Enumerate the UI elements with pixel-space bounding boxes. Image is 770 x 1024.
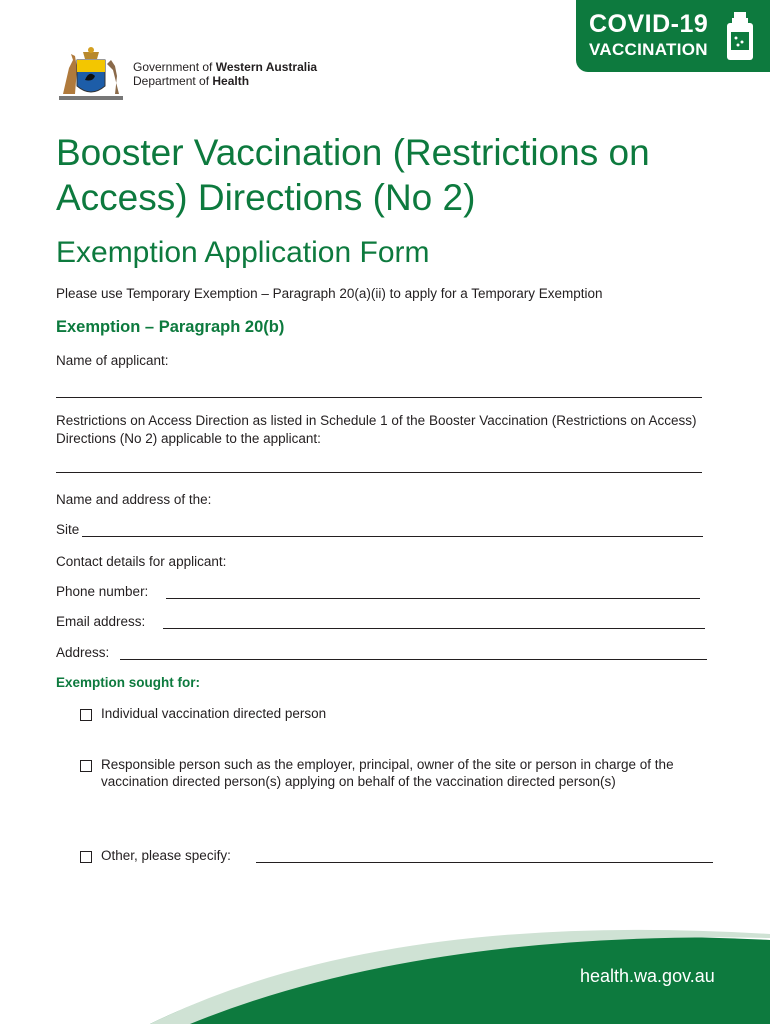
contact-details-label: Contact details for applicant: [56, 554, 227, 569]
exemption-heading: Exemption sought for: [56, 675, 200, 690]
badge-line1: COVID-19 [589, 10, 709, 38]
option-responsible-person-checkbox[interactable] [80, 760, 92, 772]
name-of-applicant-field[interactable] [56, 397, 702, 398]
phone-field[interactable] [166, 598, 700, 599]
phone-label: Phone number: [56, 584, 149, 599]
restrictions-field[interactable] [56, 472, 702, 473]
instruction-text: Please use Temporary Exemption – Paragraph 20(a)(ii) to apply for a Temporary Exemption [56, 286, 603, 301]
department-name: Government of Western Australia Department of Health [133, 60, 318, 88]
footer-swoosh [0, 900, 770, 1024]
site-field[interactable] [82, 536, 703, 537]
email-field[interactable] [163, 628, 705, 629]
address-label: Address: [56, 645, 110, 660]
option-other-checkbox[interactable] [80, 851, 92, 863]
name-address-label: Name and address of the: [56, 492, 212, 507]
wa-government-crest-logo [55, 46, 127, 102]
option-individual-checkbox[interactable] [80, 709, 92, 721]
name-of-applicant-label: Name of applicant: [56, 353, 169, 368]
site-label: Site [56, 522, 80, 537]
form-subtitle: Exemption Application Form [56, 236, 430, 269]
option-individual-label: Individual vaccination directed person [101, 706, 327, 721]
vaccine-vial-icon [723, 12, 757, 60]
badge-line2: VACCINATION [589, 40, 708, 59]
address-field[interactable] [120, 659, 707, 660]
other-specify-field[interactable] [256, 862, 713, 863]
email-label: Email address: [56, 614, 146, 629]
option-responsible-person-label: Responsible person such as the employer, principal, owner of the site or person in charge of the vaccination directed person(s) applying on behalf of the vaccination directed person(s) [101, 757, 674, 789]
section-heading: Exemption – Paragraph 20(b) [56, 318, 285, 336]
footer-url[interactable]: health.wa.gov.au [580, 966, 715, 986]
document-title: Booster Vaccination (Restrictions on Access) Directions (No 2) [56, 132, 650, 218]
option-other-label: Other, please specify: [101, 848, 231, 863]
restrictions-label: Restrictions on Access Direction as listed in Schedule 1 of the Booster Vaccination (Restrictions on Access) Directions (No 2) applicable to the applicant: [56, 413, 697, 446]
